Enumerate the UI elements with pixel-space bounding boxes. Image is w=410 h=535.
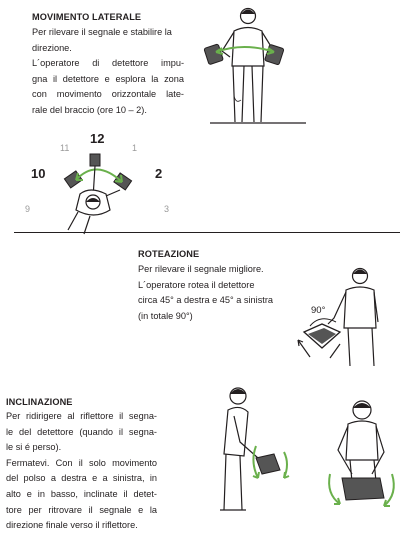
text-line: Per ridirigere al riflettore il segna- bbox=[6, 411, 157, 421]
text-line: L´operatore rotea il detettore bbox=[138, 279, 255, 290]
operator-tilt-side-illustration bbox=[210, 382, 300, 522]
text-line: direzione. bbox=[32, 42, 72, 53]
section-text-roteazione bbox=[138, 262, 298, 324]
text-line: le del detettore (quando il segna- bbox=[6, 426, 157, 437]
clock-label-2: 2 bbox=[155, 166, 163, 181]
section-title-inclinazione: INCLINAZIONE bbox=[6, 397, 73, 407]
clock-label-3: 3 bbox=[164, 204, 170, 214]
text-line: gna il detettore e esplora la zona bbox=[32, 73, 184, 84]
text-line: direzione finale verso il riflettore. bbox=[6, 520, 138, 531]
text-line: del polso a destra e a sinistra, in bbox=[6, 473, 157, 484]
text-line: le si é perso). bbox=[6, 442, 62, 453]
text-line: con movimento orizzontale late- bbox=[32, 89, 184, 100]
section-text-movimento-laterale bbox=[32, 25, 184, 119]
clock-label-10: 10 bbox=[31, 166, 46, 181]
text-line: L´operatore di detettore impu- bbox=[32, 58, 184, 69]
text-line: Fermatevi. Con il solo movimento bbox=[6, 457, 157, 468]
section-title-roteazione: ROTEAZIONE bbox=[138, 249, 200, 259]
text-line: Per rilevare il segnale migliore. bbox=[138, 264, 264, 274]
text-line: rale del braccio (ore 10 – 2). bbox=[32, 104, 147, 115]
text-line: alto e in basso, inclinate il detet- bbox=[6, 488, 157, 499]
clock-label-11: 11 bbox=[60, 143, 70, 153]
clock-label-9: 9 bbox=[25, 204, 31, 214]
angle-label: 90° bbox=[311, 305, 326, 316]
section-text-inclinazione bbox=[6, 409, 157, 534]
text-line: tore per ritrovare il segnale e la bbox=[6, 504, 157, 515]
divider-line bbox=[14, 232, 400, 233]
top-view-sweep-illustration bbox=[50, 150, 163, 235]
clock-label-12: 12 bbox=[90, 131, 105, 146]
operator-rotation-illustration bbox=[290, 262, 400, 372]
section-title-movimento-laterale: MOVIMENTO LATERALE bbox=[32, 12, 142, 22]
text-line: Per rilevare il segnale e stabilire la bbox=[32, 27, 172, 37]
text-line: (in totale 90°) bbox=[138, 310, 193, 321]
clock-label-1: 1 bbox=[132, 143, 138, 153]
operator-lateral-illustration bbox=[200, 4, 310, 132]
operator-tilt-back-illustration bbox=[318, 390, 404, 520]
text-line: circa 45° a destra e 45° a sinistra bbox=[138, 295, 274, 306]
